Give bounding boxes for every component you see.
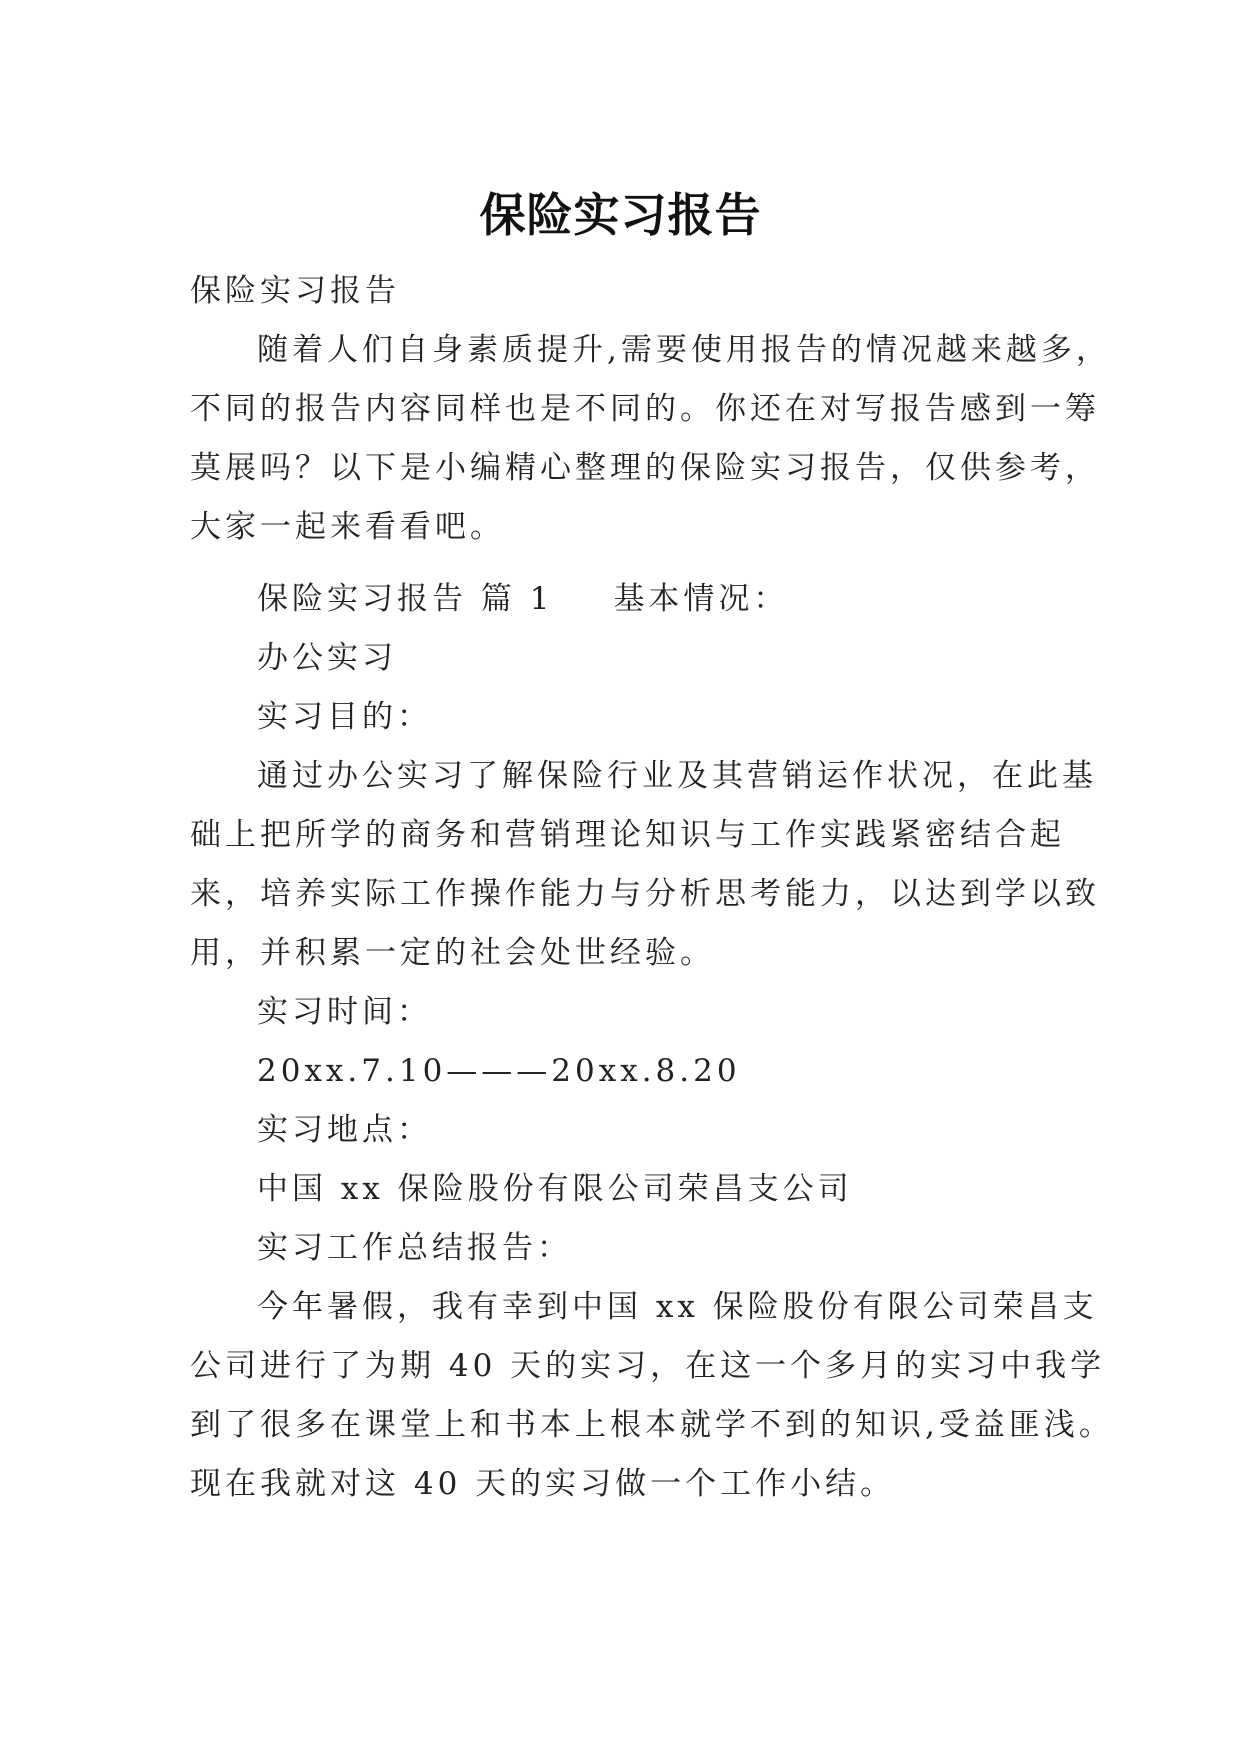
summary-line: 今年暑假，我有幸到中国 xx 保险股份有限公司荣昌支 [257, 1289, 1098, 1325]
report-section [190, 570, 1114, 1514]
basic-info-label: 基本情况： [613, 581, 789, 617]
document-title: 保险实习报告 [479, 187, 762, 242]
purpose-line: 来，培养实际工作操作能力与分析思考能力，以达到学以致 [190, 876, 1100, 912]
place-value: 中国 xx 保险股份有限公司荣昌支公司 [257, 1171, 853, 1207]
intro-section [190, 262, 1111, 557]
time-label: 实习时间： [257, 994, 432, 1030]
time-value: 20xx.7.10———20xx.8.20 [257, 1053, 741, 1089]
section-heading-line [190, 570, 1070, 629]
summary-line: 到了很多在课堂上和书本上根本就学不到的知识,受益匪浅。 [190, 1407, 1114, 1443]
subtitle: 保险实习报告 [190, 273, 400, 309]
intro-line: 不同的报告内容同样也是不同的。你还在对写报告感到一筹 [190, 391, 1100, 427]
purpose-label: 实习目的： [257, 699, 432, 735]
intro-line: 大家一起来看看吧。 [190, 509, 505, 545]
summary-line: 现在我就对这 40 天的实习做一个工作小结。 [190, 1466, 896, 1502]
summary-label: 实习工作总结报告： [257, 1230, 572, 1266]
purpose-line: 用，并积累一定的社会处世经验。 [190, 935, 715, 971]
intro-line: 随着人们自身素质提升,需要使用报告的情况越来越多， [257, 332, 1111, 368]
intro-line: 莫展吗？以下是小编精心整理的保险实习报告，仅供参考， [190, 450, 1100, 486]
purpose-line: 通过办公实习了解保险行业及其营销运作状况，在此基 [257, 758, 1097, 794]
item-office-internship: 办公实习 [257, 640, 397, 676]
section-heading: 保险实习报告 篇 1 [257, 581, 554, 617]
purpose-line: 础上把所学的商务和营销理论知识与工作实践紧密结合起 [190, 817, 1065, 853]
summary-line: 公司进行了为期 40 天的实习，在这一个多月的实习中我学 [190, 1348, 1106, 1384]
place-label: 实习地点： [257, 1112, 432, 1148]
